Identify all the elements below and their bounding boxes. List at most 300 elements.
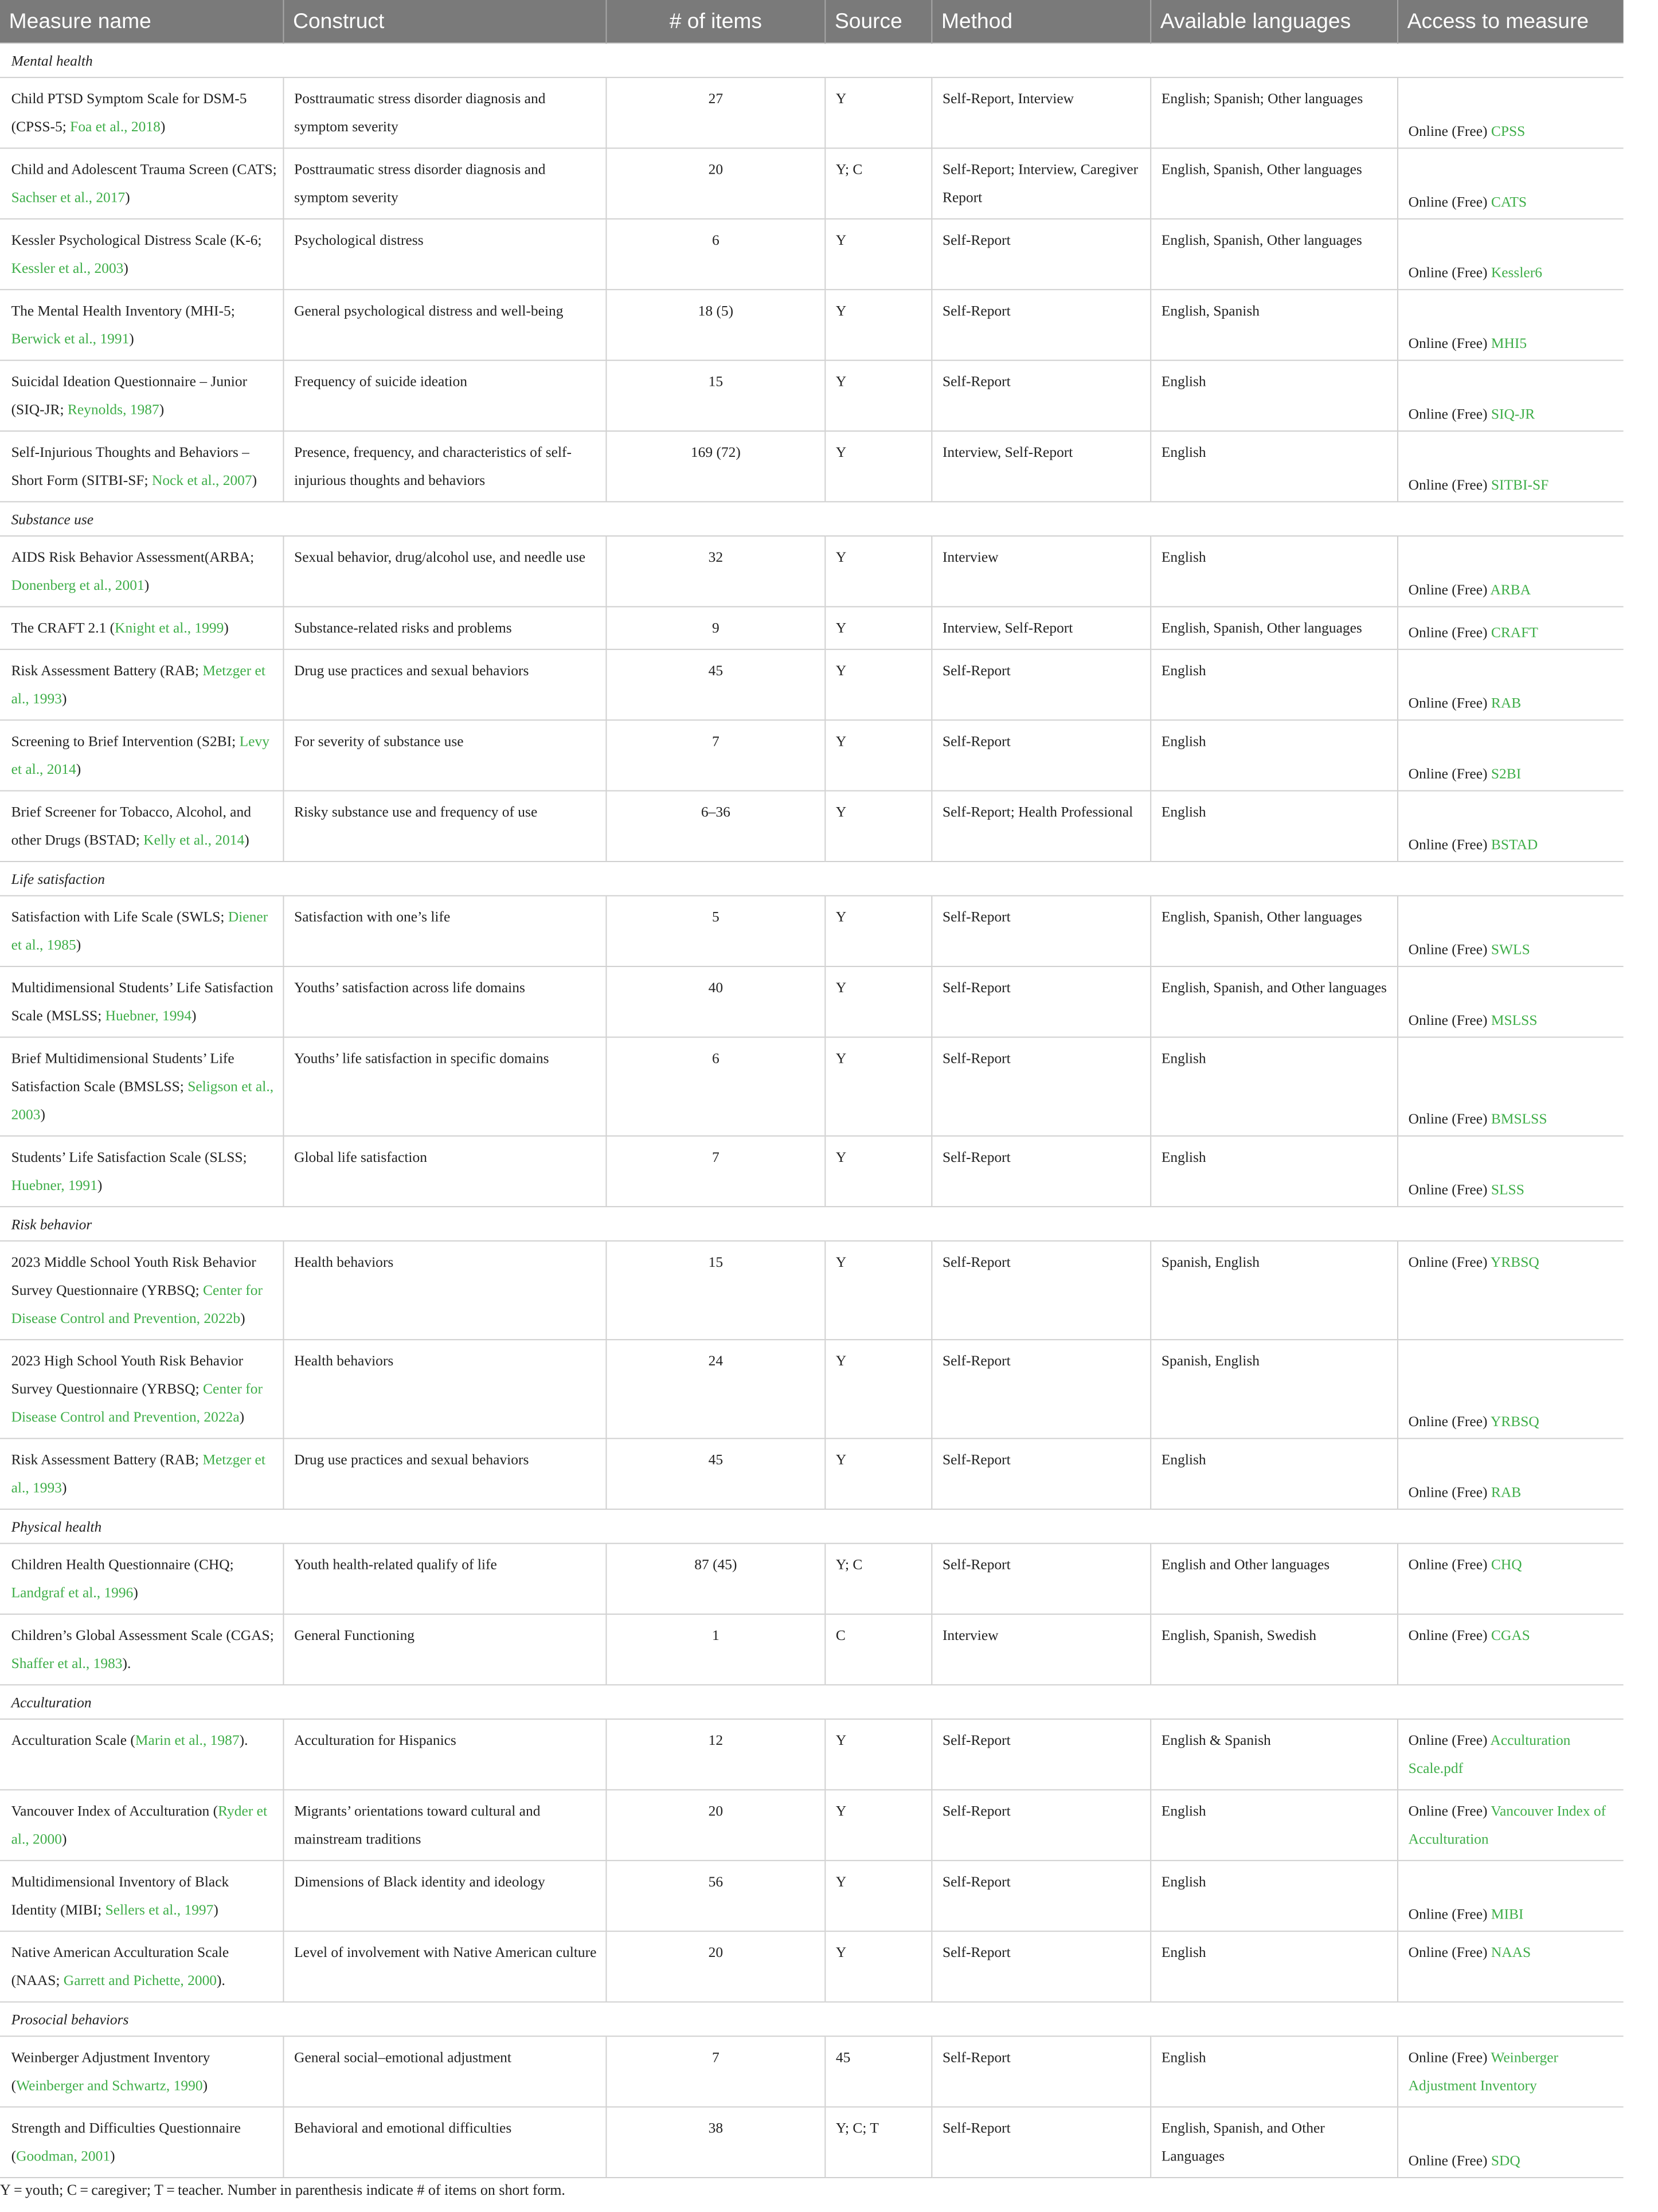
table-row xyxy=(0,361,1624,431)
access-link[interactable]: CRAFT xyxy=(1491,624,1538,641)
measure-name-suffix: ) xyxy=(159,401,165,418)
construct-cell: Youth health-related qualify of life xyxy=(283,1544,606,1614)
method-cell: Self-Report xyxy=(932,720,1151,790)
access-prefix: Online (Free) xyxy=(1408,405,1491,422)
measure-name-cell xyxy=(0,791,283,862)
item-count-cell: 56 xyxy=(606,1861,825,1931)
source-cell: Y xyxy=(825,649,932,720)
citation-link[interactable]: Donenberg et al., 2001 xyxy=(11,577,144,593)
access-link[interactable]: CHQ xyxy=(1491,1556,1522,1573)
method-cell: Self-Report; Health Professional xyxy=(932,791,1151,862)
source-cell: Y xyxy=(825,1439,932,1509)
measure-name-cell xyxy=(0,896,283,966)
method-cell: Self-Report xyxy=(932,966,1151,1037)
header-access: Access to measure xyxy=(1398,0,1624,43)
table-row xyxy=(0,1861,1624,1931)
access-link[interactable]: SDQ xyxy=(1491,2152,1520,2169)
table-row xyxy=(0,1439,1624,1509)
measure-name-text: Risk Assessment Battery (RAB; xyxy=(11,662,203,679)
measure-name-suffix: ) xyxy=(240,1310,245,1326)
access-prefix: Online (Free) xyxy=(1408,1483,1491,1501)
construct-cell: Health behaviors xyxy=(283,1340,606,1438)
access-prefix: Online (Free) xyxy=(1408,1944,1491,1961)
table-body xyxy=(0,43,1624,2178)
access-link[interactable]: SWLS xyxy=(1491,941,1530,958)
access-link[interactable]: BSTAD xyxy=(1491,836,1538,853)
method-cell: Self-Report xyxy=(932,2036,1151,2107)
languages-cell: English & Spanish xyxy=(1151,1719,1398,1790)
measure-name-text: Students’ Life Satisfaction Scale (SLSS; xyxy=(11,1149,247,1165)
section-row xyxy=(0,43,1624,77)
table-row xyxy=(0,219,1624,289)
item-count-cell: 45 xyxy=(606,649,825,720)
languages-cell: English xyxy=(1151,1790,1398,1860)
languages-cell: English, Spanish, and Other Languages xyxy=(1151,2107,1398,2178)
measure-name-cell xyxy=(0,1790,283,1860)
measure-name-text: Children’s Global Assessment Scale (CGAS; xyxy=(11,1627,274,1643)
access-prefix: Online (Free) xyxy=(1408,765,1491,782)
table-row xyxy=(0,1614,1624,1685)
access-prefix: Online (Free) xyxy=(1408,941,1491,958)
access-link[interactable]: ARBA xyxy=(1490,581,1531,598)
access-cell xyxy=(1398,1544,1624,1614)
source-cell: 45 xyxy=(825,2036,932,2107)
method-cell: Self-Report xyxy=(932,1136,1151,1207)
construct-cell: Drug use practices and sexual behaviors xyxy=(283,649,606,720)
access-prefix: Online (Free) xyxy=(1408,624,1491,641)
access-link[interactable]: YRBSQ xyxy=(1490,1254,1539,1270)
access-cell xyxy=(1398,1439,1624,1509)
source-cell: Y xyxy=(825,536,932,606)
item-count-cell: 20 xyxy=(606,1790,825,1860)
access-cell xyxy=(1398,289,1624,360)
measure-name-suffix: ). xyxy=(122,1655,131,1671)
access-cell xyxy=(1398,1931,1624,2002)
item-count-cell: 12 xyxy=(606,1719,825,1790)
access-link[interactable]: NAAS xyxy=(1491,1944,1531,1961)
citation-link[interactable]: Berwick et al., 1991 xyxy=(11,330,130,347)
method-cell: Self-Report xyxy=(932,1439,1151,1509)
item-count-cell: 7 xyxy=(606,2036,825,2107)
measure-name-cell xyxy=(0,1340,283,1438)
languages-cell: English; Spanish; Other languages xyxy=(1151,77,1398,148)
access-cell xyxy=(1398,1614,1624,1685)
measure-name-suffix: ) xyxy=(202,2077,208,2094)
table-row xyxy=(0,896,1624,966)
access-link[interactable]: Kessler6 xyxy=(1491,264,1542,281)
measure-name-text: Risk Assessment Battery (RAB; xyxy=(11,1451,203,1468)
table-row xyxy=(0,536,1624,606)
languages-cell: English xyxy=(1151,1136,1398,1207)
source-cell: Y; C xyxy=(825,1544,932,1614)
source-cell: Y xyxy=(825,720,932,790)
access-cell xyxy=(1398,1037,1624,1136)
access-cell xyxy=(1398,536,1624,606)
access-link[interactable]: YRBSQ xyxy=(1490,1413,1539,1430)
languages-cell: English xyxy=(1151,361,1398,431)
measure-name-cell xyxy=(0,1931,283,2002)
access-link[interactable]: S2BI xyxy=(1491,765,1522,782)
measure-name-suffix: ) xyxy=(191,1007,197,1024)
section-title: Physical health xyxy=(0,1509,1624,1544)
access-cell xyxy=(1398,431,1624,502)
method-cell: Self-Report xyxy=(932,649,1151,720)
measure-name-suffix: ) xyxy=(110,2148,115,2164)
section-title: Substance use xyxy=(0,502,1624,536)
measure-name-text: Strength and Difficulties Questionnaire ( xyxy=(11,2120,241,2164)
source-cell: Y xyxy=(825,896,932,966)
source-cell: Y xyxy=(825,219,932,289)
item-count-cell: 87 (45) xyxy=(606,1544,825,1614)
citation-link[interactable]: Weinberger and Schwartz, 1990 xyxy=(16,2077,203,2094)
citation-link[interactable]: Levy et al., 2014 xyxy=(11,733,269,778)
citation-link[interactable]: Garrett and Pichette, 2000 xyxy=(63,1972,217,1989)
citation-link[interactable]: Metzger et al., 1993 xyxy=(11,1451,265,1496)
access-cell xyxy=(1398,791,1624,862)
access-prefix: Online (Free) xyxy=(1408,1906,1491,1923)
measure-name-cell xyxy=(0,1861,283,1931)
access-prefix: Online (Free) xyxy=(1408,193,1491,210)
source-cell: Y xyxy=(825,1861,932,1931)
citation-link[interactable]: Shaffer et al., 1983 xyxy=(11,1655,123,1671)
access-cell xyxy=(1398,2036,1624,2107)
source-cell: Y xyxy=(825,1790,932,1860)
measure-name-suffix: ) xyxy=(40,1106,45,1123)
access-prefix: Online (Free) xyxy=(1408,1627,1491,1643)
citation-link[interactable]: Kelly et al., 2014 xyxy=(143,832,245,848)
access-link[interactable]: MHI5 xyxy=(1491,335,1527,351)
measure-name-suffix: ) xyxy=(61,690,67,707)
item-count-cell: 45 xyxy=(606,1439,825,1509)
languages-cell: English, Spanish, Other languages xyxy=(1151,219,1398,289)
method-cell: Self-Report xyxy=(932,1790,1151,1860)
header-construct: Construct xyxy=(283,0,606,43)
measure-name-text: Child and Adolescent Trauma Screen (CATS; xyxy=(11,161,277,178)
measure-name-suffix: ) xyxy=(76,761,81,778)
measure-name-cell xyxy=(0,1136,283,1207)
item-count-cell: 20 xyxy=(606,1931,825,2002)
method-cell: Self-Report xyxy=(932,1544,1151,1614)
table-footnote: Y = youth; C = caregiver; T = teacher. Number in parenthesis indicate # of items on short form. xyxy=(0,2182,565,2198)
measure-name-text: AIDS Risk Behavior Assessment(ARBA; xyxy=(11,549,255,565)
citation-link[interactable]: Metzger et al., 1993 xyxy=(11,662,265,707)
item-count-cell: 15 xyxy=(606,361,825,431)
languages-cell: Spanish, English xyxy=(1151,1340,1398,1438)
table-row xyxy=(0,1790,1624,1860)
citation-link[interactable]: Diener et al., 1985 xyxy=(11,909,268,953)
measure-name-text: The Mental Health Inventory (MHI-5; xyxy=(11,302,235,319)
measure-name-suffix: ) xyxy=(244,832,249,848)
header-measure-name: Measure name xyxy=(0,0,283,43)
citation-link[interactable]: Center for Disease Control and Prevention, 2022b xyxy=(11,1282,263,1326)
citation-link[interactable]: Sachser et al., 2017 xyxy=(11,189,126,206)
citation-link[interactable]: Seligson et al., 2003 xyxy=(11,1078,274,1123)
header-row xyxy=(0,0,1624,43)
measure-name-suffix: ) xyxy=(133,1584,138,1601)
section-title: Mental health xyxy=(0,43,1624,77)
access-prefix: Online (Free) xyxy=(1408,335,1491,351)
measure-name-text: Weinberger Adjustment Inventory ( xyxy=(11,2049,210,2094)
citation-link[interactable]: Goodman, 2001 xyxy=(16,2148,111,2164)
section-row xyxy=(0,1509,1624,1544)
table-row xyxy=(0,1931,1624,2002)
item-count-cell: 1 xyxy=(606,1614,825,1685)
section-title: Acculturation xyxy=(0,1685,1624,1719)
measure-name-cell xyxy=(0,649,283,720)
measure-name-suffix: ). xyxy=(239,1732,248,1748)
source-cell: Y xyxy=(825,1241,932,1340)
measure-name-text: Suicidal Ideation Questionnaire – Junior (SIQ-JR; xyxy=(11,373,248,418)
access-prefix: Online (Free) xyxy=(1408,1012,1491,1028)
measure-name-suffix: ) xyxy=(61,1830,67,1847)
access-cell xyxy=(1398,649,1624,720)
header-languages: Available languages xyxy=(1151,0,1398,43)
table-row xyxy=(0,2036,1624,2107)
access-cell xyxy=(1398,1340,1624,1438)
citation-link[interactable]: Kessler et al., 2003 xyxy=(11,260,124,276)
measure-name-suffix: ) xyxy=(61,1479,67,1496)
measure-name-suffix: ). xyxy=(217,1972,225,1989)
citation-link[interactable]: Landgraf et al., 1996 xyxy=(11,1584,134,1601)
item-count-cell: 6–36 xyxy=(606,791,825,862)
source-cell: Y xyxy=(825,1719,932,1790)
access-prefix: Online (Free) xyxy=(1408,1254,1491,1270)
languages-cell: English, Spanish, Other languages xyxy=(1151,148,1398,218)
section-title: Life satisfaction xyxy=(0,862,1624,896)
method-cell: Self-Report; Interview, Caregiver Report xyxy=(932,148,1151,218)
table-row xyxy=(0,289,1624,360)
measure-name-suffix: ) xyxy=(125,189,130,206)
section-title: Prosocial behaviors xyxy=(0,2002,1624,2037)
citation-link[interactable]: Marin et al., 1987 xyxy=(135,1732,240,1748)
access-link[interactable]: CGAS xyxy=(1491,1627,1530,1643)
access-cell xyxy=(1398,148,1624,218)
construct-cell: Health behaviors xyxy=(283,1241,606,1340)
citation-link[interactable]: Huebner, 1994 xyxy=(105,1007,191,1024)
item-count-cell: 20 xyxy=(606,148,825,218)
section-row xyxy=(0,1685,1624,1719)
construct-cell: For severity of substance use xyxy=(283,720,606,790)
measure-name-cell xyxy=(0,720,283,790)
citation-link[interactable]: Foa et al., 2018 xyxy=(70,118,161,135)
source-cell: Y xyxy=(825,1931,932,2002)
item-count-cell: 6 xyxy=(606,219,825,289)
citation-link[interactable]: Nock et al., 2007 xyxy=(152,472,252,488)
citation-link[interactable]: Knight et al., 1999 xyxy=(115,619,224,636)
measure-name-text: Screening to Brief Intervention (S2BI; xyxy=(11,733,240,750)
languages-cell: English xyxy=(1151,1931,1398,2002)
measure-name-cell xyxy=(0,431,283,502)
source-cell: Y xyxy=(825,791,932,862)
access-link[interactable]: MSLSS xyxy=(1491,1012,1538,1028)
access-link[interactable]: SIQ-JR xyxy=(1491,405,1535,422)
measure-name-text: Native American Acculturation Scale (NAAS; xyxy=(11,1944,229,1989)
measure-name-text: Kessler Psychological Distress Scale (K-6; xyxy=(11,232,262,248)
item-count-cell: 5 xyxy=(606,896,825,966)
measure-name-cell xyxy=(0,1241,283,1340)
measure-name-suffix: ) xyxy=(76,937,81,953)
access-link[interactable]: Weinberger Adjustment Inventory xyxy=(1408,2049,1559,2094)
measure-name-cell xyxy=(0,1439,283,1509)
access-link[interactable]: MIBI xyxy=(1491,1906,1524,1923)
source-cell: Y xyxy=(825,966,932,1037)
citation-link[interactable]: Huebner, 1991 xyxy=(11,1177,97,1193)
measure-name-cell xyxy=(0,606,283,649)
method-cell: Interview, Self-Report xyxy=(932,606,1151,649)
measure-name-suffix: ) xyxy=(224,619,229,636)
source-cell: Y xyxy=(825,1037,932,1136)
languages-cell: English, Spanish, Other languages xyxy=(1151,606,1398,649)
access-prefix: Online (Free) xyxy=(1408,264,1491,281)
citation-link[interactable]: Center for Disease Control and Prevention, 2022a xyxy=(11,1380,263,1426)
table-row xyxy=(0,1037,1624,1136)
measure-name-text: Multidimensional Students’ Life Satisfaction Scale (MSLSS; xyxy=(11,979,273,1024)
measure-name-text: Brief Multidimensional Students’ Life Satisfaction Scale (BMSLSS; xyxy=(11,1050,234,1095)
languages-cell: English xyxy=(1151,2036,1398,2107)
construct-cell: Behavioral and emotional difficulties xyxy=(283,2107,606,2178)
construct-cell: Posttraumatic stress disorder diagnosis and symptom severity xyxy=(283,77,606,148)
item-count-cell: 9 xyxy=(606,606,825,649)
access-cell xyxy=(1398,1861,1624,1931)
item-count-cell: 38 xyxy=(606,2107,825,2178)
measure-name-suffix: ) xyxy=(252,472,257,488)
construct-cell: Acculturation for Hispanics xyxy=(283,1719,606,1790)
measure-name-cell xyxy=(0,77,283,148)
construct-cell: Psychological distress xyxy=(283,219,606,289)
section-row xyxy=(0,1207,1624,1241)
item-count-cell: 15 xyxy=(606,1241,825,1340)
access-link[interactable]: Acculturation Scale.pdf xyxy=(1408,1732,1571,1776)
access-link[interactable]: CATS xyxy=(1491,193,1527,210)
languages-cell: English xyxy=(1151,1037,1398,1136)
table-row xyxy=(0,1340,1624,1438)
access-link[interactable]: RAB xyxy=(1491,695,1522,711)
method-cell: Self-Report xyxy=(932,1931,1151,2002)
source-cell: Y xyxy=(825,1136,932,1207)
access-prefix: Online (Free) xyxy=(1408,123,1491,139)
construct-cell: Migrants’ orientations toward cultural and mainstream traditions xyxy=(283,1790,606,1860)
measure-name-text: Multidimensional Inventory of Black Identity (MIBI; xyxy=(11,1873,229,1918)
access-prefix: Online (Free) xyxy=(1408,1110,1491,1127)
measure-name-text: The CRAFT 2.1 ( xyxy=(11,619,115,636)
item-count-cell: 7 xyxy=(606,1136,825,1207)
measure-name-suffix: ) xyxy=(97,1177,103,1193)
item-count-cell: 6 xyxy=(606,1037,825,1136)
header-num-items: # of items xyxy=(606,0,825,43)
measure-name-text: 2023 Middle School Youth Risk Behavior Survey Questionnaire (YRBSQ; xyxy=(11,1254,256,1298)
measure-name-cell xyxy=(0,1544,283,1614)
languages-cell: Spanish, English xyxy=(1151,1241,1398,1340)
construct-cell: Youths’ life satisfaction in specific domains xyxy=(283,1037,606,1136)
method-cell: Self-Report xyxy=(932,896,1151,966)
access-cell xyxy=(1398,2107,1624,2178)
item-count-cell: 18 (5) xyxy=(606,289,825,360)
measure-name-text: Brief Screener for Tobacco, Alcohol, and other Drugs (BSTAD; xyxy=(11,804,251,848)
access-link[interactable]: BMSLSS xyxy=(1491,1110,1547,1127)
header-source: Source xyxy=(825,0,932,43)
access-prefix: Online (Free) xyxy=(1408,1556,1491,1573)
access-prefix: Online (Free) xyxy=(1408,581,1491,598)
measure-name-suffix: ) xyxy=(213,1901,218,1918)
source-cell: Y xyxy=(825,606,932,649)
languages-cell: English, Spanish, Swedish xyxy=(1151,1614,1398,1685)
languages-cell: English, Spanish, Other languages xyxy=(1151,896,1398,966)
construct-cell: Drug use practices and sexual behaviors xyxy=(283,1439,606,1509)
languages-cell: English xyxy=(1151,649,1398,720)
citation-link[interactable]: Sellers et al., 1997 xyxy=(105,1901,214,1918)
table-row xyxy=(0,606,1624,649)
table-row xyxy=(0,1241,1624,1340)
measure-name-cell xyxy=(0,1037,283,1136)
construct-cell: General Functioning xyxy=(283,1614,606,1685)
method-cell: Interview xyxy=(932,1614,1151,1685)
method-cell: Interview, Self-Report xyxy=(932,431,1151,502)
table-row xyxy=(0,1719,1624,1790)
access-cell xyxy=(1398,77,1624,148)
citation-link[interactable]: Reynolds, 1987 xyxy=(67,401,159,418)
measure-name-text: Satisfaction with Life Scale (SWLS; xyxy=(11,909,228,925)
measure-name-cell xyxy=(0,1719,283,1790)
construct-cell: Posttraumatic stress disorder diagnosis and symptom severity xyxy=(283,148,606,218)
measure-name-suffix: ) xyxy=(160,118,166,135)
source-cell: Y xyxy=(825,431,932,502)
languages-cell: English xyxy=(1151,431,1398,502)
construct-cell: Risky substance use and frequency of use xyxy=(283,791,606,862)
access-prefix: Online (Free) xyxy=(1408,695,1491,711)
measure-name-suffix: ) xyxy=(129,330,134,347)
languages-cell: English xyxy=(1151,720,1398,790)
access-cell xyxy=(1398,361,1624,431)
access-cell xyxy=(1398,1719,1624,1790)
access-link[interactable]: SITBI-SF xyxy=(1491,476,1549,493)
access-prefix: Online (Free) xyxy=(1408,1732,1491,1748)
method-cell: Self-Report xyxy=(932,1340,1151,1438)
method-cell: Self-Report, Interview xyxy=(932,77,1151,148)
languages-cell: English xyxy=(1151,1861,1398,1931)
item-count-cell: 169 (72) xyxy=(606,431,825,502)
table-row xyxy=(0,649,1624,720)
access-link[interactable]: RAB xyxy=(1491,1483,1522,1501)
header-method: Method xyxy=(932,0,1151,43)
table-row xyxy=(0,1136,1624,1207)
construct-cell: Substance-related risks and problems xyxy=(283,606,606,649)
table-row xyxy=(0,1544,1624,1614)
construct-cell: Youths’ satisfaction across life domains xyxy=(283,966,606,1037)
measure-name-text: Self-Injurious Thoughts and Behaviors – Short Form (SITBI-SF; xyxy=(11,444,249,488)
access-link[interactable]: Vancouver Index of Acculturation xyxy=(1408,1802,1606,1847)
access-cell xyxy=(1398,1790,1624,1860)
source-cell: C xyxy=(825,1614,932,1685)
table-row xyxy=(0,720,1624,790)
citation-link[interactable]: Ryder et al., 2000 xyxy=(11,1802,268,1847)
source-cell: Y xyxy=(825,289,932,360)
measure-name-text: Acculturation Scale ( xyxy=(11,1732,135,1748)
table-row xyxy=(0,966,1624,1037)
access-link[interactable]: CPSS xyxy=(1491,123,1526,139)
access-link[interactable]: SLSS xyxy=(1491,1181,1524,1198)
languages-cell: English and Other languages xyxy=(1151,1544,1398,1614)
access-cell xyxy=(1398,219,1624,289)
measure-name-text: Children Health Questionnaire (CHQ; xyxy=(11,1556,234,1573)
measure-name-text: Vancouver Index of Acculturation ( xyxy=(11,1802,218,1819)
table-row xyxy=(0,77,1624,148)
method-cell: Self-Report xyxy=(932,361,1151,431)
access-prefix: Online (Free) xyxy=(1408,476,1491,493)
access-cell xyxy=(1398,720,1624,790)
access-prefix: Online (Free) xyxy=(1408,2152,1491,2169)
measure-name-cell xyxy=(0,966,283,1037)
table-row xyxy=(0,148,1624,218)
